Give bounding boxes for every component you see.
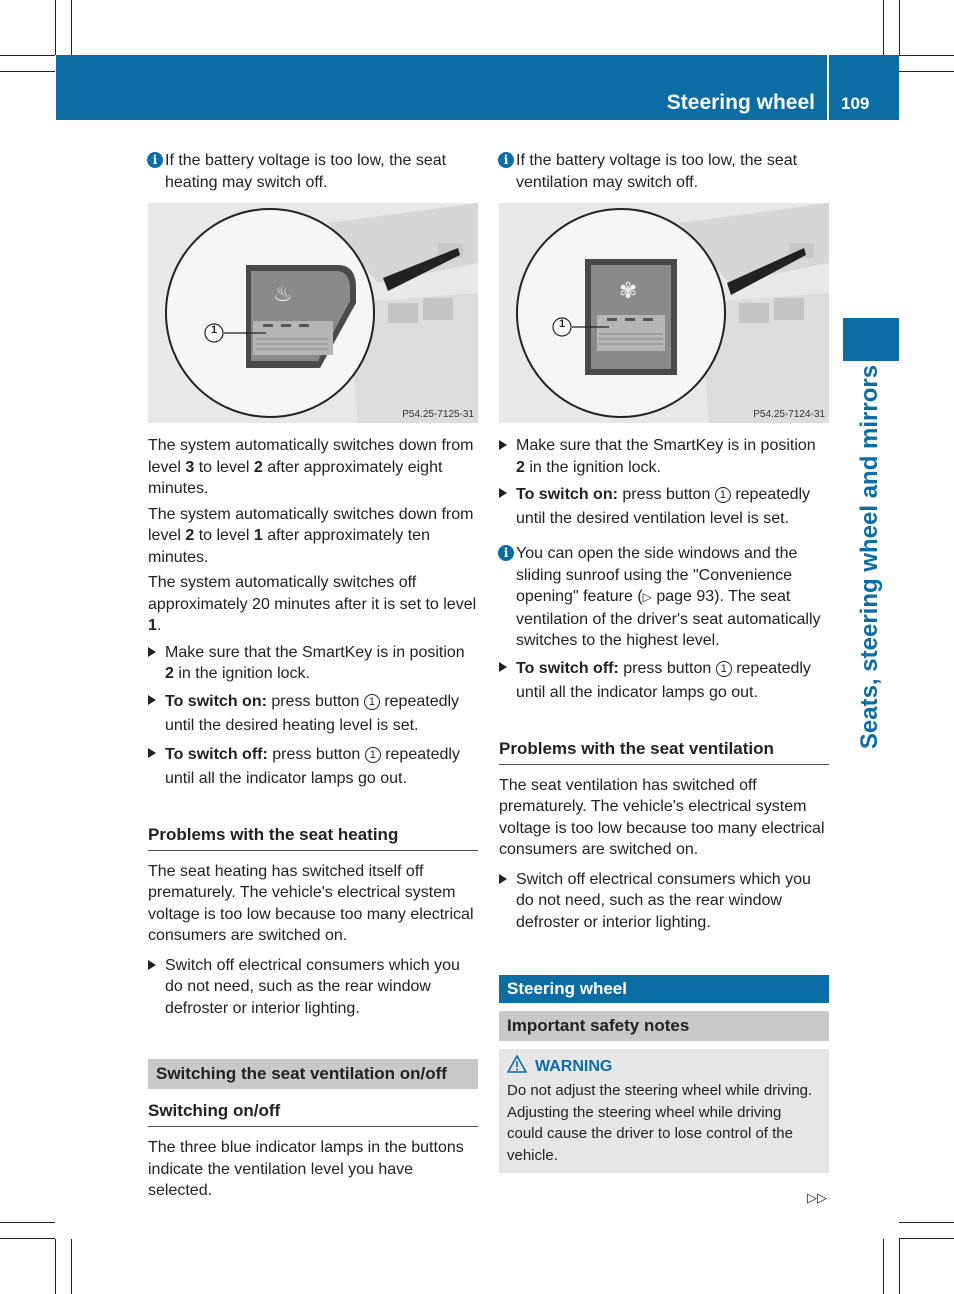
warning-heading: WARNING [507, 1055, 821, 1076]
crop-mark [55, 0, 56, 55]
page-number: 109 [841, 94, 870, 113]
button-number-icon: 1 [716, 661, 732, 677]
paragraph: The three blue indicator lamps in the buttons indicate the ventilation level you have selected. [148, 1139, 464, 1199]
warning-triangle-icon [507, 1055, 527, 1073]
paragraph: The system automatically switches off approximately 20 minutes after it is set to level 1. [148, 574, 477, 634]
crop-mark [0, 71, 55, 72]
instruction-step: Switch off electrical consumers which you do not need, such as the rear window defroster or interior lighting. [148, 955, 478, 1020]
section-heading: Problems with the seat ventilation [499, 739, 829, 765]
continue-arrows-icon: ▷▷ [807, 1190, 827, 1205]
info-icon: i [498, 152, 514, 168]
seat-heating-illustration [148, 203, 478, 423]
bullet-arrow-icon [499, 488, 507, 498]
section-heading: Problems with the seat heating [148, 825, 478, 851]
info-note: i You can open the side windows and the sliding sunroof using the "Convenience opening" feature (▷ page 93). The seat ventilation of the driver's seat automatically switches to the highest level. [499, 543, 829, 652]
bullet-arrow-icon [148, 748, 156, 758]
crop-mark [899, 0, 900, 55]
info-icon: i [498, 545, 514, 561]
right-column [499, 150, 829, 1173]
info-note [499, 150, 829, 193]
figure-callout: 1 [210, 324, 218, 336]
warning-text: Do not adjust the steering wheel while driving. Adjusting the steering wheel while driving could cause the driver to lose control of the vehicle. [507, 1082, 813, 1164]
chapter-label: Seats, steering wheel and mirrors [856, 364, 883, 750]
info-icon: i [147, 152, 163, 168]
paragraph: The seat heating has switched itself off prematurely. The vehicle's electrical system voltage is too low because too many electrical consumers are switched on. [148, 862, 474, 944]
crop-mark [883, 0, 884, 55]
bullet-arrow-icon [499, 662, 507, 672]
figure-code: P54.25-7125-31 [402, 409, 474, 420]
section-title: Switching the seat ventilation on/off [148, 1059, 478, 1089]
crop-mark [899, 1238, 954, 1239]
left-column [148, 150, 478, 1202]
svg-text:♨: ♨ [273, 282, 293, 307]
bullet-arrow-icon [148, 960, 156, 970]
button-number-icon: 1 [715, 487, 731, 503]
seat-ventilation-illustration [499, 203, 829, 423]
crop-mark [0, 55, 55, 56]
bullet-arrow-icon [499, 440, 507, 450]
bullet-arrow-icon [148, 647, 156, 657]
crop-mark [883, 1239, 884, 1294]
page-header [56, 55, 899, 120]
seat-ventilation-figure [499, 203, 829, 423]
button-number-icon: 1 [364, 694, 380, 710]
subsection-title: Important safety notes [499, 1011, 829, 1041]
button-number-icon: 1 [365, 747, 381, 763]
instruction-step: To switch off: press button 1 repeatedly until all the indicator lamps go out. [499, 657, 829, 705]
paragraph: The system automatically switches down from level 3 to level 2 after approximately eight minutes. [148, 437, 474, 497]
svg-text:✾: ✾ [619, 279, 638, 304]
warning-box [499, 1049, 829, 1173]
crop-mark [71, 1239, 72, 1294]
bullet-arrow-icon [499, 874, 507, 884]
info-text: If the battery voltage is too low, the seat ventilation may switch off. [516, 152, 798, 191]
instruction-step: To switch on: press button 1 repeatedly until the desired ventilation level is set. [499, 483, 829, 531]
instruction-step: Switch off electrical consumers which you do not need, such as the rear window defroster or interior lighting. [499, 869, 829, 934]
crop-mark [899, 1239, 900, 1294]
chapter-tab [843, 318, 899, 361]
bullet-arrow-icon [148, 695, 156, 705]
figure-callout: 1 [558, 318, 566, 330]
page-ref-arrow-icon: ▷ [642, 590, 652, 604]
crop-mark [899, 1222, 954, 1223]
info-text: If the battery voltage is too low, the seat heating may switch off. [165, 152, 447, 191]
crop-mark [55, 1239, 56, 1294]
instruction-step: Make sure that the SmartKey is in position 2 in the ignition lock. [148, 642, 478, 685]
crop-mark [0, 1222, 55, 1223]
crop-mark [0, 1238, 55, 1239]
section-heading: Switching on/off [148, 1101, 478, 1127]
instruction-step: Make sure that the SmartKey is in position 2 in the ignition lock. [499, 435, 829, 478]
crop-mark [71, 0, 72, 55]
paragraph: The seat ventilation has switched off prematurely. The vehicle's electrical system voltage is too low because too many electrical consumers are switched on. [499, 776, 825, 858]
figure-code: P54.25-7124-31 [753, 409, 825, 420]
paragraph: The system automatically switches down from level 2 to level 1 after approximately ten minutes. [148, 505, 474, 566]
page-title: Steering wheel [666, 91, 815, 114]
info-note [148, 150, 478, 193]
crop-mark [899, 55, 954, 56]
instruction-step: To switch off: press button 1 repeatedly until all the indicator lamps go out. [148, 743, 478, 791]
header-divider [827, 55, 829, 120]
section-title: Steering wheel [499, 975, 829, 1003]
instruction-step: To switch on: press button 1 repeatedly until the desired heating level is set. [148, 690, 478, 738]
seat-heating-figure [148, 203, 478, 423]
crop-mark [899, 71, 954, 72]
